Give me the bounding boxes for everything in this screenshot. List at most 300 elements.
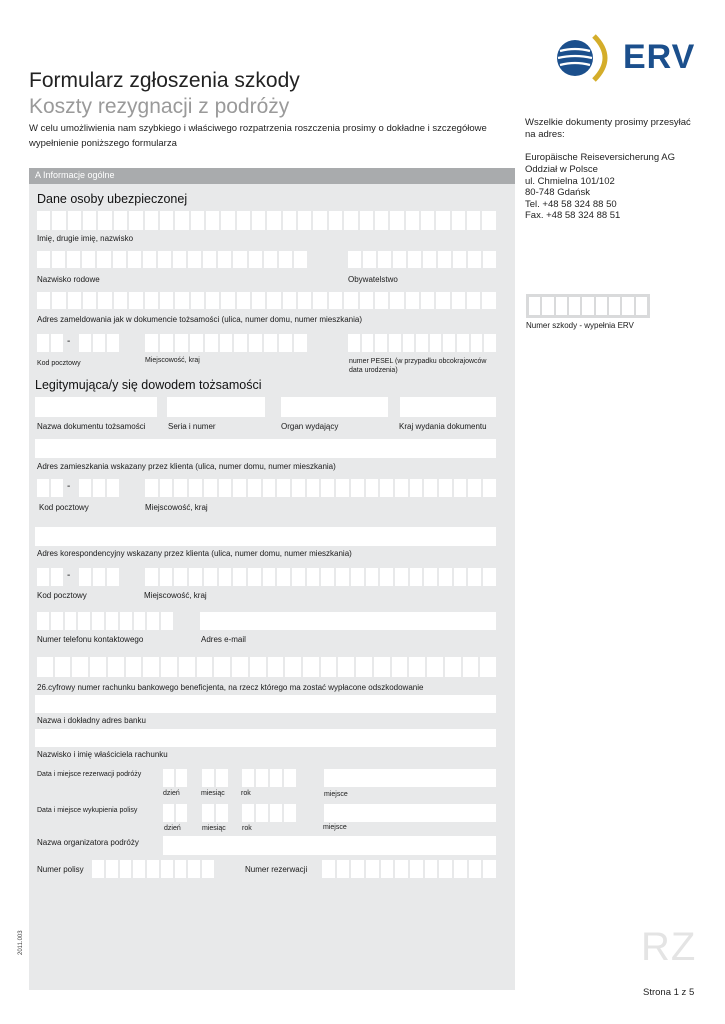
input-cell[interactable] [161,860,173,878]
input-cell[interactable] [410,860,423,878]
input-cell[interactable] [51,612,63,630]
input-cell[interactable] [284,804,296,822]
input-cell[interactable] [219,568,232,586]
input-cell[interactable] [219,479,232,497]
input-cell[interactable] [37,334,49,352]
input-cell[interactable] [175,211,188,230]
input-cell[interactable] [113,251,126,268]
input-cell[interactable] [145,479,158,497]
input-cell[interactable] [453,251,466,268]
citizenship-field[interactable] [348,251,496,268]
input-cell[interactable] [529,297,540,315]
input-cell[interactable] [471,334,483,352]
input-cell[interactable] [303,657,319,677]
input-cell[interactable] [147,612,159,630]
input-cell[interactable] [483,568,496,586]
corr-city-field[interactable] [145,568,496,586]
input-cell[interactable] [569,297,580,315]
res-postal-field-b[interactable] [79,479,119,497]
input-cell[interactable] [160,479,173,497]
input-cell[interactable] [313,292,326,309]
input-cell[interactable] [366,860,379,878]
booking-place-field[interactable] [324,769,496,787]
form-subtitle: Koszty rezygnacji z podróży [29,95,290,118]
input-cell[interactable] [480,657,496,677]
input-cell[interactable] [484,334,496,352]
input-cell[interactable] [233,251,246,268]
input-cell[interactable] [452,211,465,230]
input-cell[interactable] [51,568,63,586]
input-cell[interactable] [283,211,296,230]
input-cell[interactable] [427,657,443,677]
organizer-field[interactable] [163,836,496,855]
input-cell[interactable] [351,568,364,586]
input-cell[interactable] [176,769,187,787]
family-name-label: Nazwisko rodowe [37,275,100,284]
input-cell[interactable] [322,860,335,878]
input-cell[interactable] [220,334,233,352]
input-cell[interactable] [270,769,282,787]
input-cell[interactable] [329,292,342,309]
doc-name-field[interactable] [35,397,157,417]
input-cell[interactable] [160,211,173,230]
input-cell[interactable] [37,292,50,309]
input-cell[interactable] [51,334,63,352]
input-cell[interactable] [143,251,156,268]
section-header: A Informacje ogólne [29,168,515,184]
input-cell[interactable] [107,568,119,586]
input-cell[interactable] [268,657,284,677]
input-cell[interactable] [439,860,452,878]
input-cell[interactable] [232,657,248,677]
input-cell[interactable] [68,211,81,230]
input-cell[interactable] [242,804,254,822]
input-cell[interactable] [421,292,434,309]
input-cell[interactable] [145,568,158,586]
account-owner-field[interactable] [35,729,496,747]
input-cell[interactable] [248,568,261,586]
input-cell[interactable] [173,251,186,268]
input-cell[interactable] [362,334,374,352]
input-cell[interactable] [174,479,187,497]
input-cell[interactable] [234,334,247,352]
input-cell[interactable] [93,334,105,352]
input-cell[interactable] [360,211,373,230]
input-cell[interactable] [410,479,423,497]
input-cell[interactable] [283,292,296,309]
input-cell[interactable] [221,292,234,309]
input-cell[interactable] [189,568,202,586]
input-cell[interactable] [582,297,593,315]
input-cell[interactable] [256,769,268,787]
input-cell[interactable] [468,251,481,268]
input-cell[interactable] [267,211,280,230]
input-cell[interactable] [443,334,455,352]
input-cell[interactable] [158,251,171,268]
input-cell[interactable] [160,292,173,309]
input-cell[interactable] [366,568,379,586]
input-cell[interactable] [237,292,250,309]
family-name-field[interactable] [37,251,307,268]
input-cell[interactable] [393,251,406,268]
input-cell[interactable] [375,211,388,230]
bank-field[interactable] [35,695,496,713]
input-cell[interactable] [249,251,262,268]
input-cell[interactable] [216,804,228,822]
input-cell[interactable] [279,334,292,352]
input-cell[interactable] [356,657,372,677]
purchase-place-field[interactable] [324,804,496,822]
input-cell[interactable] [51,479,63,497]
input-cell[interactable] [395,860,408,878]
input-cell[interactable] [233,479,246,497]
input-cell[interactable] [389,334,401,352]
input-cell[interactable] [202,769,214,787]
input-cell[interactable] [483,251,496,268]
input-cell[interactable] [445,657,461,677]
erv-logo-text: ERV [623,38,696,76]
input-cell[interactable] [284,769,296,787]
input-cell[interactable] [395,479,408,497]
input-cell[interactable] [298,211,311,230]
input-cell[interactable] [313,211,326,230]
input-cell[interactable] [252,292,265,309]
input-cell[interactable] [277,479,290,497]
input-cell[interactable] [107,334,119,352]
input-cell[interactable] [189,479,202,497]
policy-number-field[interactable] [92,860,214,878]
phone-field[interactable] [37,612,173,630]
input-cell[interactable] [348,251,361,268]
input-cell[interactable] [126,657,142,677]
input-cell[interactable] [190,334,203,352]
input-cell[interactable] [406,292,419,309]
input-cell[interactable] [106,612,118,630]
input-cell[interactable] [263,568,276,586]
booking-year-field[interactable] [242,769,296,787]
input-cell[interactable] [483,479,496,497]
input-cell[interactable] [454,479,467,497]
purchase-place-label: miejsce [323,824,347,831]
input-cell[interactable] [264,334,277,352]
input-cell[interactable] [436,211,449,230]
email-field[interactable] [200,612,496,630]
input-cell[interactable] [395,568,408,586]
input-cell[interactable] [52,292,65,309]
input-cell[interactable] [298,292,311,309]
input-cell[interactable] [106,860,118,878]
input-cell[interactable] [321,657,337,677]
input-cell[interactable] [176,804,187,822]
input-cell[interactable] [468,568,481,586]
input-cell[interactable] [374,657,390,677]
input-cell[interactable] [344,211,357,230]
input-cell[interactable] [424,479,437,497]
input-cell[interactable] [163,804,174,822]
input-cell[interactable] [439,479,452,497]
input-cell[interactable] [37,251,50,268]
input-cell[interactable] [161,657,177,677]
input-cell[interactable] [294,334,307,352]
input-cell[interactable] [454,860,467,878]
input-cell[interactable] [366,479,379,497]
input-cell[interactable] [108,657,124,677]
postal-code-dash: - [67,481,71,492]
input-cell[interactable] [79,568,91,586]
pesel-field[interactable] [348,334,496,352]
reservation-number-field[interactable] [322,860,496,878]
input-cell[interactable] [416,334,428,352]
input-cell[interactable] [92,860,104,878]
input-cell[interactable] [424,568,437,586]
input-cell[interactable] [179,657,195,677]
booking-month-field[interactable] [202,769,228,787]
input-cell[interactable] [285,657,301,677]
input-cell[interactable] [267,292,280,309]
input-cell[interactable] [82,251,95,268]
account-number-label: 26.cyfrowy numer rachunku bankowego beneficjenta, na rzecz którego ma zostać wypłacone odszkodowanie [37,683,424,692]
input-cell[interactable] [221,211,234,230]
input-cell[interactable] [556,297,567,315]
input-cell[interactable] [410,568,423,586]
account-number-field[interactable] [37,657,496,677]
postal-code-field-a[interactable] [37,334,63,352]
input-cell[interactable] [390,211,403,230]
input-cell[interactable] [79,479,91,497]
input-cell[interactable] [114,211,127,230]
input-cell[interactable] [452,292,465,309]
input-cell[interactable] [457,334,469,352]
input-cell[interactable] [467,211,480,230]
input-cell[interactable] [375,334,387,352]
input-cell[interactable] [145,211,158,230]
input-cell[interactable] [120,612,132,630]
form-code: 2011.003 [18,930,24,955]
purchase-month-field[interactable] [202,804,228,822]
input-cell[interactable] [145,334,158,352]
input-cell[interactable] [378,251,391,268]
input-cell[interactable] [128,251,141,268]
input-cell[interactable] [408,251,421,268]
input-cell[interactable] [436,292,449,309]
res-postal-field-a[interactable] [37,479,63,497]
input-cell[interactable] [67,251,80,268]
city-field[interactable] [145,334,307,352]
series-field[interactable] [167,397,265,417]
input-cell[interactable] [188,251,201,268]
input-cell[interactable] [233,568,246,586]
input-cell[interactable] [188,860,200,878]
input-cell[interactable] [469,860,482,878]
input-cell[interactable] [214,657,230,677]
input-cell[interactable] [52,251,65,268]
input-cell[interactable] [202,804,214,822]
input-cell[interactable] [68,292,81,309]
input-cell[interactable] [83,292,96,309]
corr-postal-field-b[interactable] [79,568,119,586]
postal-code-field-b[interactable] [79,334,119,352]
input-cell[interactable] [37,612,49,630]
input-cell[interactable] [363,251,376,268]
input-cell[interactable] [129,292,142,309]
input-cell[interactable] [160,568,173,586]
input-cell[interactable] [321,479,334,497]
input-cell[interactable] [37,657,53,677]
input-cell[interactable] [294,251,307,268]
input-cell[interactable] [421,211,434,230]
input-cell[interactable] [160,334,173,352]
input-cell[interactable] [468,479,481,497]
input-cell[interactable] [129,211,142,230]
input-cell[interactable] [79,334,91,352]
input-cell[interactable] [175,292,188,309]
input-cell[interactable] [380,479,393,497]
res-city-field[interactable] [145,479,496,497]
input-cell[interactable] [191,292,204,309]
residence-address-field[interactable] [35,439,496,458]
input-cell[interactable] [216,769,228,787]
input-cell[interactable] [337,860,350,878]
corr-postal-field-a[interactable] [37,568,63,586]
input-cell[interactable] [93,479,105,497]
input-cell[interactable] [264,251,277,268]
input-cell[interactable] [483,860,496,878]
input-cell[interactable] [191,211,204,230]
input-cell[interactable] [37,211,50,230]
input-cell[interactable] [406,211,419,230]
input-cell[interactable] [83,211,96,230]
input-cell[interactable] [336,568,349,586]
input-cell[interactable] [98,292,111,309]
input-cell[interactable] [52,211,65,230]
input-cell[interactable] [454,568,467,586]
input-cell[interactable] [338,657,354,677]
input-cell[interactable] [307,479,320,497]
input-cell[interactable] [390,292,403,309]
input-cell[interactable] [203,251,216,268]
input-cell[interactable] [143,657,159,677]
input-cell[interactable] [409,657,425,677]
input-cell[interactable] [65,612,77,630]
claim-number-field[interactable] [526,294,650,318]
input-cell[interactable] [609,297,620,315]
input-cell[interactable] [161,612,173,630]
input-cell[interactable] [336,479,349,497]
input-cell[interactable] [37,479,49,497]
input-cell[interactable] [375,292,388,309]
input-cell[interactable] [175,334,188,352]
input-cell[interactable] [175,860,187,878]
input-cell[interactable] [37,568,49,586]
input-cell[interactable] [72,657,88,677]
country-field[interactable] [400,397,496,417]
input-cell[interactable] [348,334,360,352]
input-cell[interactable] [622,297,633,315]
input-cell[interactable] [145,292,158,309]
input-cell[interactable] [237,211,250,230]
input-cell[interactable] [206,211,219,230]
input-cell[interactable] [596,297,607,315]
input-cell[interactable] [270,804,282,822]
input-cell[interactable] [381,860,394,878]
input-cell[interactable] [321,568,334,586]
input-cell[interactable] [467,292,480,309]
input-cell[interactable] [97,251,110,268]
input-cell[interactable] [249,334,262,352]
input-cell[interactable] [197,657,213,677]
input-cell[interactable] [174,568,187,586]
input-cell[interactable] [93,568,105,586]
issuer-field[interactable] [281,397,388,417]
input-cell[interactable] [344,292,357,309]
input-cell[interactable] [90,657,106,677]
input-cell[interactable] [263,479,276,497]
input-cell[interactable] [307,568,320,586]
input-cell[interactable] [114,292,127,309]
input-cell[interactable] [250,657,266,677]
input-cell[interactable] [403,334,415,352]
input-cell[interactable] [92,612,104,630]
input-cell[interactable] [107,479,119,497]
input-cell[interactable] [482,211,495,230]
input-cell[interactable] [636,297,647,315]
input-cell[interactable] [292,568,305,586]
input-cell[interactable] [147,860,159,878]
input-cell[interactable] [98,211,111,230]
names-field[interactable] [37,211,496,230]
purchase-day-field[interactable] [163,804,187,822]
input-cell[interactable] [134,612,146,630]
booking-day-field[interactable] [163,769,187,787]
input-cell[interactable] [78,612,90,630]
input-cell[interactable] [430,334,442,352]
input-cell[interactable] [438,251,451,268]
input-cell[interactable] [248,479,261,497]
input-cell[interactable] [292,479,305,497]
input-cell[interactable] [252,211,265,230]
input-cell[interactable] [202,860,214,878]
input-cell[interactable] [256,804,268,822]
input-cell[interactable] [204,568,217,586]
input-cell[interactable] [425,860,438,878]
input-cell[interactable] [277,568,290,586]
registered-address-field[interactable] [37,292,496,309]
purchase-year-field[interactable] [242,804,296,822]
input-cell[interactable] [279,251,292,268]
input-cell[interactable] [206,292,219,309]
input-cell[interactable] [423,251,436,268]
input-cell[interactable] [120,860,132,878]
input-cell[interactable] [463,657,479,677]
correspondence-address-field[interactable] [35,527,496,546]
input-cell[interactable] [482,292,495,309]
input-cell[interactable] [351,479,364,497]
input-cell[interactable] [351,860,364,878]
input-cell[interactable] [329,211,342,230]
input-cell[interactable] [242,769,254,787]
input-cell[interactable] [205,334,218,352]
input-cell[interactable] [360,292,373,309]
input-cell[interactable] [163,769,174,787]
input-cell[interactable] [204,479,217,497]
input-cell[interactable] [218,251,231,268]
input-cell[interactable] [439,568,452,586]
input-cell[interactable] [392,657,408,677]
input-cell[interactable] [380,568,393,586]
input-cell[interactable] [55,657,71,677]
input-cell[interactable] [133,860,145,878]
input-cell[interactable] [542,297,553,315]
